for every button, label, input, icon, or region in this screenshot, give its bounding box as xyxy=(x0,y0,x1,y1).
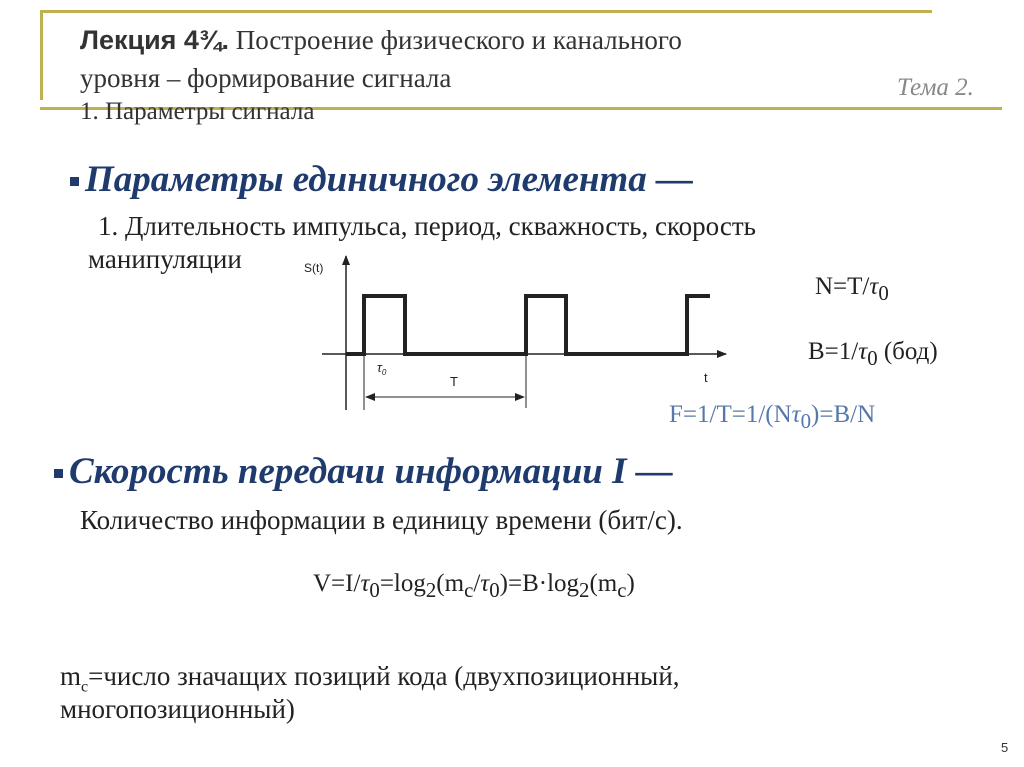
header-left-rule xyxy=(40,10,43,100)
header-top-rule xyxy=(40,10,932,13)
section-heading-text: Скорость передачи информации I — xyxy=(69,451,673,492)
pulse-diagram xyxy=(300,250,740,415)
mc-definition-line1: $m_c=число$ значащих позиций кода (двухпозиционный, xyxy=(60,661,680,696)
period-label: T xyxy=(450,374,458,389)
slide-title-line2: уровня – формирование сигнала xyxy=(80,63,452,93)
section-heading-text: Параметры единичного элемента — xyxy=(85,159,693,200)
lecture-number: Лекция 4¾. xyxy=(80,25,229,55)
y-axis-label: S(t) xyxy=(304,261,324,275)
item-1-line1: 1. Длительность импульса, период, скважность, скорость xyxy=(98,211,756,241)
topic-label: Тема 2. xyxy=(897,74,974,101)
mc-definition-line2: многопозиционный) xyxy=(60,694,295,724)
info-rate-description: Количество информации в единицу времени (бит/с). xyxy=(80,505,683,535)
bullet-square-icon xyxy=(54,469,63,478)
formula-b: $B=1/\tau_0$ (бод) xyxy=(808,338,938,370)
section-heading-info-rate xyxy=(54,450,673,493)
tau-label: $\tau_0$ xyxy=(377,360,387,377)
title-text: Построение физического и канального xyxy=(228,25,682,55)
item-1-line2: манипуляции xyxy=(88,244,242,274)
slide-subtitle: 1. Параметры сигнала xyxy=(80,98,315,125)
slide-title-line1 xyxy=(80,22,682,58)
signal-waveform xyxy=(346,296,710,354)
bullet-square-icon xyxy=(70,177,79,186)
page-number: 5 xyxy=(1001,740,1009,755)
section-heading-unit-element xyxy=(70,158,693,201)
formula-n: $N=T/\tau_0$ xyxy=(815,273,889,305)
formula-v: $V=I/\tau_0=\log_2(m_c/\tau_0)=B\cdot\log_2(m_c)$ xyxy=(313,570,635,602)
formula-f: $F=1/T=1/(N\tau_0)=B/N$ xyxy=(669,401,876,433)
x-axis-label: t xyxy=(704,370,708,385)
